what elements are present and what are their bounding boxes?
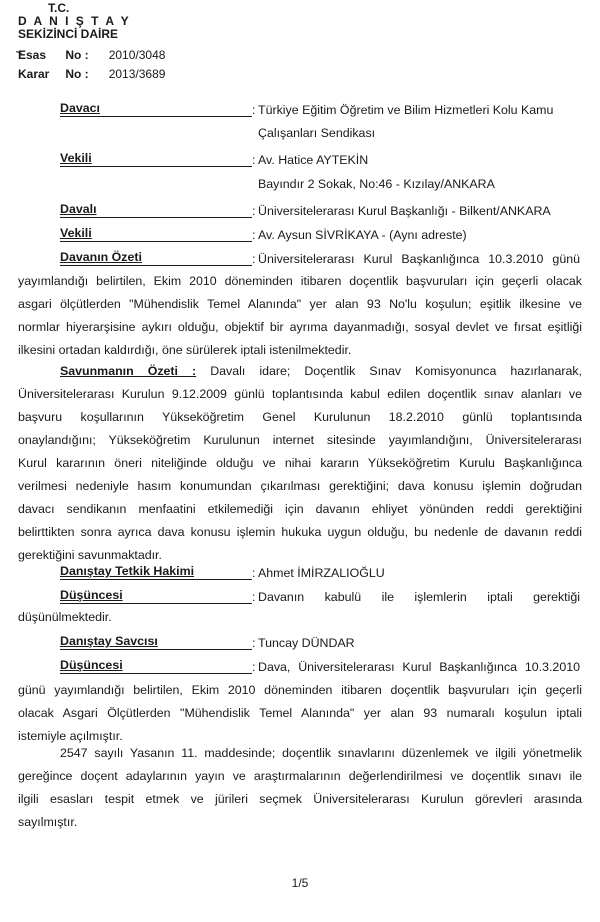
page-number: 1/5 — [291, 876, 309, 890]
davaci-label: Davacı — [60, 101, 100, 115]
vekili-row — [60, 151, 580, 193]
vekili-name: Av. Hatice AYTEKİN — [258, 153, 369, 167]
savunma-paragraph — [18, 360, 582, 567]
karar-label: Karar — [18, 67, 50, 81]
colon: : — [252, 590, 256, 604]
davali-line: Üniversitelerarası Kurul Başkanlığı - Bilkent/ANKARA — [258, 204, 551, 218]
paragraph-line: asgari ölçütlerden "Mühendislik Temel Alanında" yer alan 93 No'lu koşulun; eşitlik ilkesine ve — [18, 297, 582, 311]
savunma-label: Savunmanın Özeti : — [60, 364, 197, 378]
colon: : — [252, 636, 256, 650]
savci-row — [60, 634, 580, 652]
paragraph-line: ilkesini ortadan kaldırdığı, öne sürülerek iptali istenilmektedir. — [18, 343, 352, 357]
ozet-paragraph — [18, 270, 582, 362]
tetkik-dusunce-cont — [18, 606, 582, 629]
vekili2-line: Av. Aysun SİVRİKAYA - (Aynı adreste) — [258, 228, 467, 242]
savci-paragraph — [18, 679, 582, 748]
savunma-first: Davalı idare; Doçentlik Sınav Komisyonunca hazırlanarak, — [210, 364, 582, 378]
document-header — [18, 2, 131, 41]
vekili2-row — [60, 226, 580, 244]
paragraph-line: istemiyle açılmıştır. — [18, 729, 123, 743]
esas-row — [18, 48, 165, 62]
ozet-row — [60, 250, 580, 268]
paragraph-line: yayımlandığı belirtilen, Ekim 2010 döneminden itibaren doçentlik başvuruları için geçerli olacak — [18, 274, 582, 288]
paragraph-line: gerektiğini savunmaktadır. — [18, 548, 162, 562]
paragraph-line: verilmesi nedeniyle hasım konumundan çıkarılması gerektiğini; dava konusu işlemin doğrudan — [18, 479, 582, 493]
tetkik-row — [60, 564, 580, 582]
karar-value: 2013/3689 — [108, 67, 166, 81]
colon: : — [252, 228, 256, 242]
paragraph-line: başvuru koşullarının Yükseköğretim Genel Kurulunun 18.2.2010 günlü toplantısında — [18, 410, 582, 424]
vekili-label: Vekili — [60, 151, 92, 165]
tetkik-dusunce-first: Davanın kabulü ile işlemlerin iptali gerektiği — [258, 590, 580, 604]
karar-row — [18, 67, 165, 81]
paragraph-line: Üniversitelerarası Kurulun 9.12.2009 günlü toplantısında kabul edilen doçentlik sınav alanları ve — [18, 387, 582, 401]
karar-no-label: No : — [65, 67, 89, 81]
vekili-value — [258, 151, 580, 193]
savci-dusunce-row — [60, 658, 580, 676]
paragraph-line: düşünülmektedir. — [18, 610, 112, 624]
esas-no-label: No : — [65, 48, 89, 62]
dusunce-label: Düşüncesi — [60, 658, 123, 672]
colon: : — [252, 566, 256, 580]
ozet-first-line: Üniversitelerarası Kurul Başkanlığınca 10.3.2010 günü — [258, 252, 580, 266]
paragraph-line: normlar hiyerarşisine aykırı olduğu, objektif bir ayrıma dayanmadığı, sosyal devlet ve fırsat eşitliği — [18, 320, 582, 334]
vekili2-label: Vekili — [60, 226, 92, 240]
esas-value: 2010/3048 — [108, 48, 166, 62]
paragraph-line: günü yayımlandığı belirtilen, Ekim 2010 döneminden itibaren doçentlik başvuruları için geçerli — [18, 683, 582, 697]
colon: : — [252, 252, 256, 266]
paragraph-line: 2547 sayılı Yasanın 11. maddesinde; doçentlik sınavlarını düzenlemek ve ilgili yönetmelik — [60, 746, 582, 760]
paragraph-line: Kurul kararının öneri niteliğinde olduğu ve nihai kararın Yükseköğretim Kurulu Başkanlığınca — [18, 456, 582, 470]
savci-value: Tuncay DÜNDAR — [258, 636, 355, 650]
esas-label: Esas — [18, 48, 47, 62]
chamber-name: SEKİZİNCİ DAİRE — [18, 27, 119, 41]
tc-label: T.C. — [48, 1, 70, 15]
tetkik-dusunce-row — [60, 588, 580, 606]
davali-row — [60, 202, 580, 220]
savci-dusunce-first: Dava, Üniversitelerarası Kurul Başkanlığınca 10.3.2010 — [258, 660, 580, 674]
colon: : — [252, 204, 256, 218]
paragraph-line: ilgili esasları tespit etmek ve jürileri seçmek Üniversitelerarası Kurulun görevleri arasında — [18, 792, 582, 806]
paragraph-line: olacak Asgari Ölçütlerden "Mühendislik Temel Alanında" yer alan 93 numaralı koşulun iptali — [18, 706, 582, 720]
vekili-address: Bayındır 2 Sokak, No:46 - Kızılay/ANKARA — [258, 177, 495, 191]
dusunce-label: Düşüncesi — [60, 588, 123, 602]
paragraph-line: gereğince doçent adaylarının yayın ve araştırmalarının değerlendirilmesi ve doçentlik sınavı ile — [18, 769, 582, 783]
yasa-paragraph — [18, 742, 582, 834]
davaci-value — [258, 101, 580, 142]
davaci-line: Çalışanları Sendikası — [258, 126, 376, 140]
vekili2-value — [258, 226, 580, 244]
davali-value — [258, 202, 580, 220]
colon: : — [252, 660, 256, 674]
davaci-row — [60, 101, 580, 142]
paragraph-line: onaylandığını; Yükseköğretim Kurulunun internet sitesinde yayımlandığını, Üniversitelerarası — [18, 433, 582, 447]
paragraph-line: belirttikten sonra ayrıca dava konusu işlemin hukuka uygun olduğu, bu nedenle de davanın reddi — [18, 525, 582, 539]
savci-label: Danıştay Savcısı — [60, 634, 158, 648]
ozet-label: Davanın Özeti — [60, 250, 142, 264]
paragraph-line: sayılmıştır. — [18, 815, 78, 829]
paragraph-line: davacı sendikanın menfaatini etkilemediği için davanın ehliyet yönünden reddi gerektiğini — [18, 502, 582, 516]
colon: : — [252, 103, 256, 117]
colon: : — [252, 153, 256, 167]
davaci-line: Türkiye Eğitim Öğretim ve Bilim Hizmetleri Kolu Kamu — [258, 103, 554, 117]
davali-label: Davalı — [60, 202, 97, 216]
tetkik-value: Ahmet İMİRZALIOĞLU — [258, 566, 385, 580]
tetkik-label: Danıştay Tetkik Hakimi — [60, 564, 195, 578]
court-name: D A N I Ş T A Y — [18, 14, 131, 28]
